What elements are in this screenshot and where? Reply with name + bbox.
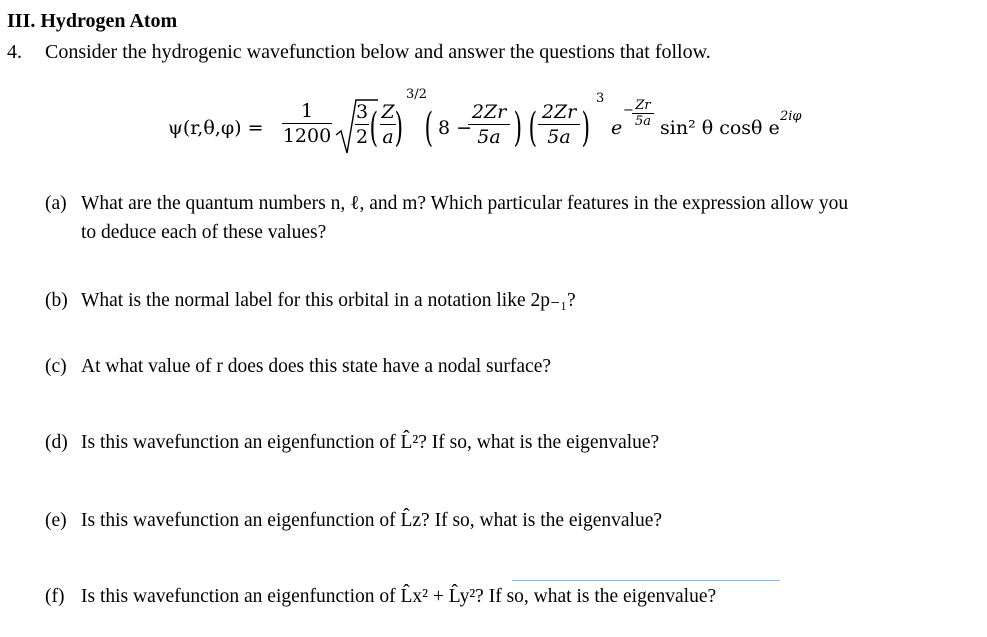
selection-underline	[512, 580, 780, 581]
exp-denominator: 5a	[634, 114, 652, 129]
section-title: III. Hydrogen Atom	[7, 10, 178, 32]
question-text: Is this wavefunction an eigenfunction of L̂z? If so, what is the eigenvalue?	[81, 510, 663, 531]
za-denominator: a	[382, 126, 394, 148]
question-text: What is the normal label for this orbital in a notation like 2p₋₁?	[81, 290, 576, 311]
power-numerator: 2Zr	[541, 101, 577, 123]
right-paren: )	[513, 105, 523, 151]
right-paren: )	[581, 105, 591, 151]
question-label: (e)	[45, 510, 67, 531]
question-b	[45, 288, 576, 312]
question-label: (b)	[45, 290, 68, 311]
sqrt-numerator: 3	[355, 101, 369, 123]
question-label: (f)	[45, 586, 65, 607]
question-label: (a)	[45, 193, 67, 214]
problem-statement	[7, 41, 711, 64]
right-paren: )	[394, 105, 404, 151]
angular-exponent: 2iφ	[780, 109, 802, 124]
za-exponent: 3/2	[406, 87, 427, 102]
left-paren: (	[528, 105, 538, 151]
exp-numerator: Zr	[635, 98, 651, 113]
question-d	[45, 432, 659, 454]
sqrt-denominator: 2	[355, 126, 369, 148]
za-numerator: Z	[381, 101, 395, 123]
power-denominator: 5a	[547, 126, 571, 148]
polynomial-numerator: 2Zr	[471, 101, 507, 123]
problem-text: Consider the hydrogenic wavefunction below and answer the questions that follow.	[45, 41, 711, 63]
sqrt-fraction	[355, 101, 369, 148]
power-fraction	[538, 101, 580, 148]
polynomial-denominator: 5a	[477, 126, 501, 148]
question-text-continued: to deduce each of these values?	[81, 222, 327, 243]
question-c	[45, 356, 551, 378]
question-text: Is this wavefunction an eigenfunction of L̂²? If so, what is the eigenvalue?	[81, 432, 660, 453]
equation-lhs: ψ(r,θ,φ) =	[168, 117, 264, 139]
question-label: (c)	[45, 356, 67, 377]
angular-part: sin² θ cosθ e	[660, 117, 780, 139]
polynomial-prefix: 8 −	[438, 117, 473, 139]
question-text: At what value of r does does this state have a nodal surface?	[81, 356, 551, 377]
question-text: Is this wavefunction an eigenfunction of L̂x² + L̂y²? If so, what is the eigenvalue?	[81, 586, 717, 607]
exp-sign: −	[623, 103, 634, 118]
exp-fraction	[632, 99, 654, 128]
left-paren: (	[424, 105, 434, 151]
question-e	[45, 510, 662, 532]
question-a	[45, 193, 848, 244]
coefficient-numerator: 1	[300, 100, 314, 122]
power-exponent: 3	[596, 91, 605, 106]
question-label: (d)	[45, 432, 68, 453]
coefficient-denominator: 1200	[282, 125, 332, 147]
question-text: What are the quantum numbers n, ℓ, and m? Which particular features in the expression allow you	[81, 193, 849, 214]
coefficient-fraction	[282, 100, 332, 147]
left-paren: (	[369, 105, 379, 151]
problem-number: 4.	[7, 41, 22, 63]
polynomial-fraction	[468, 101, 510, 148]
question-f	[45, 586, 716, 608]
exp-base: e	[611, 117, 623, 139]
